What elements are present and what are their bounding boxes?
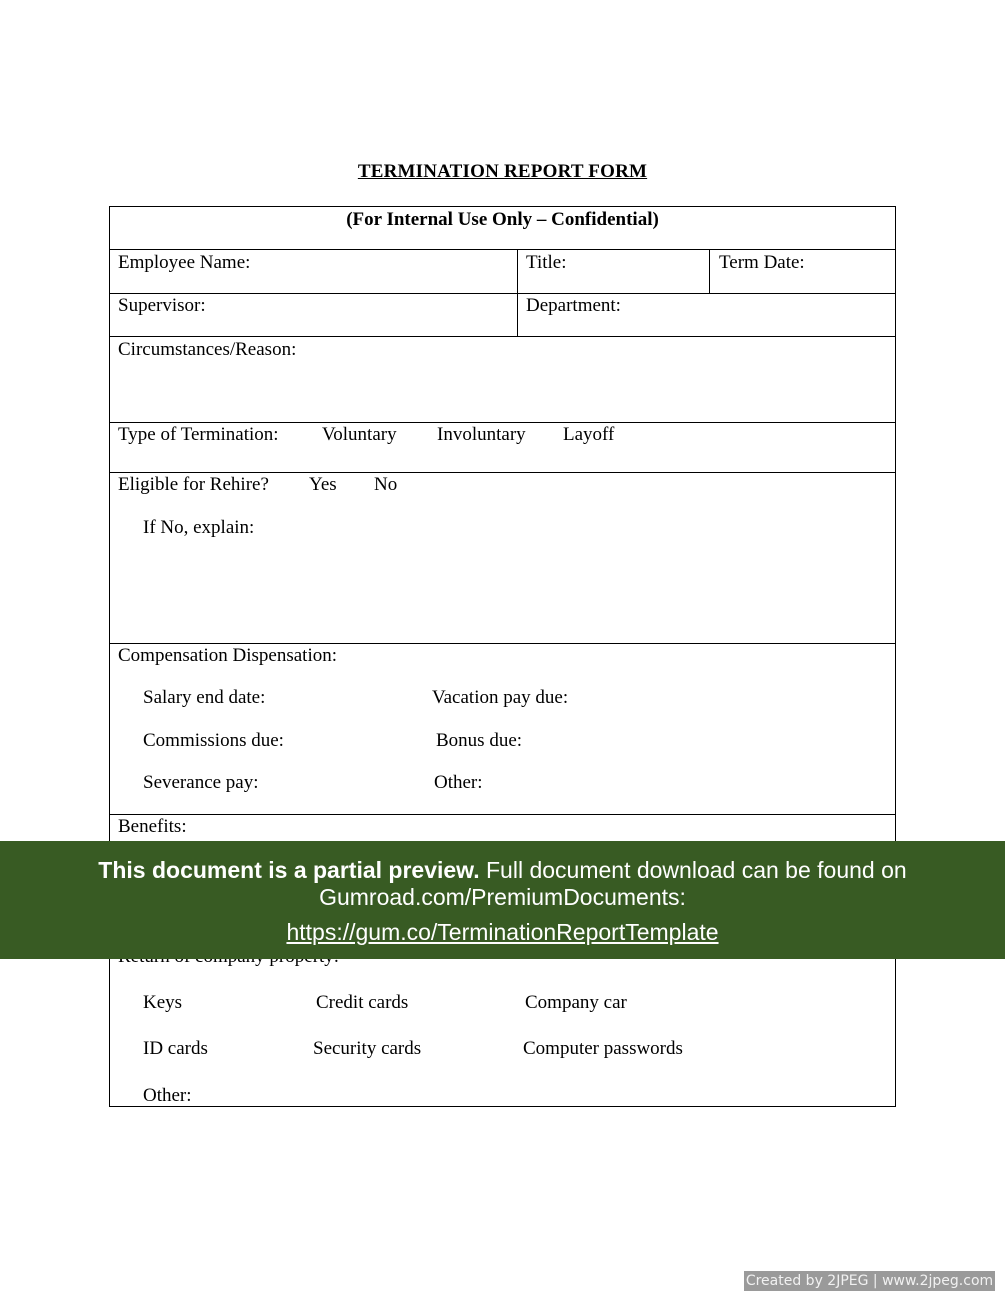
banner-bold-text: This document is a partial preview. (98, 857, 480, 883)
option-voluntary: Voluntary (322, 424, 397, 445)
row-divider (110, 422, 895, 423)
termination-type-label: Type of Termination: (118, 424, 279, 445)
supervisor-label: Supervisor: (118, 295, 206, 316)
option-involuntary: Involuntary (437, 424, 526, 445)
row-divider (110, 643, 895, 644)
property-other-label: Other: (143, 1085, 192, 1106)
property-security-cards: Security cards (313, 1038, 422, 1059)
option-layoff: Layoff (563, 424, 615, 445)
confidential-subtitle: (For Internal Use Only – Confidential) (346, 209, 659, 230)
banner-message (0, 857, 1005, 884)
circumstances-label: Circumstances/Reason: (118, 339, 297, 360)
employee-name-label: Employee Name: (118, 252, 251, 273)
rehire-label: Eligible for Rehire? (118, 474, 269, 495)
column-divider (709, 249, 710, 293)
column-divider (517, 249, 518, 336)
row-divider (110, 293, 895, 294)
termination-form-table (109, 206, 896, 1107)
row-divider (110, 472, 895, 473)
vacation-pay-label: Vacation pay due: (432, 687, 569, 708)
term-date-label: Term Date: (719, 252, 805, 273)
banner-text: Full document download can be found on (479, 857, 907, 883)
department-label: Department: (526, 295, 621, 316)
severance-label: Severance pay: (143, 772, 259, 793)
benefits-label: Benefits: (118, 816, 187, 837)
banner-download-link[interactable]: https://gum.co/TerminationReportTemplate (286, 919, 719, 945)
property-computer-passwords: Computer passwords (523, 1038, 683, 1059)
property-company-car: Company car (525, 992, 627, 1013)
row-divider (110, 814, 895, 815)
commissions-label: Commissions due: (143, 730, 284, 751)
property-keys: Keys (143, 992, 183, 1013)
title-label: Title: (526, 252, 567, 273)
rehire-explain-label: If No, explain: (143, 517, 255, 538)
compensation-label: Compensation Dispensation: (118, 645, 338, 666)
salary-end-label: Salary end date: (143, 687, 266, 708)
property-id-cards: ID cards (143, 1038, 208, 1059)
bonus-label: Bonus due: (436, 730, 523, 751)
row-divider (110, 249, 895, 250)
watermark: Created by 2JPEG | www.2jpeg.com (745, 1273, 994, 1289)
compensation-other-label: Other: (434, 772, 483, 793)
banner-site: Gumroad.com/PremiumDocuments: (319, 884, 686, 910)
rehire-yes: Yes (309, 474, 337, 495)
property-credit-cards: Credit cards (316, 992, 409, 1013)
rehire-no: No (374, 474, 398, 495)
preview-banner (0, 841, 1005, 959)
form-title: TERMINATION REPORT FORM (357, 161, 648, 182)
row-divider (110, 336, 895, 337)
